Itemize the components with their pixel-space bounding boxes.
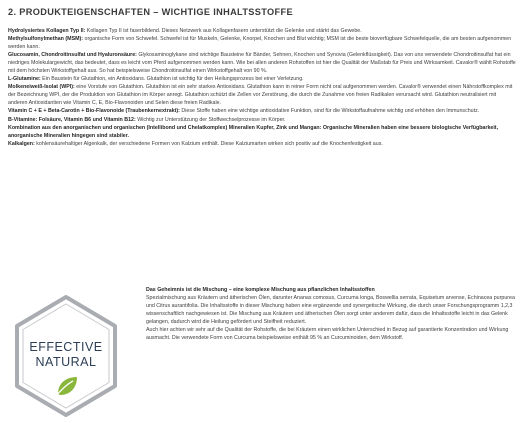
badge-text-natural: NATURAL [35,355,97,369]
ingredient-collagen [8,27,516,35]
herbal-mix-paragraph-1: Spezialmischung aus Kräutern und ätherischen Ölen, darunter Ananas comosus, Curcuma longa, Boswellia serrata, Equisetum arvense, Echinacea purpurea und Citrus aurantifolia. Die Inhaltsstoffe in dieser Mischung haben eine ergänzende und synergetische Wirkung, die durch unser Forschungsprogramm 1,2,3 wissenschaftlich nachgewiesen ist. Die Mischung aus Kräutern und ätherischen Ölen sorgt unter anderem dafür, dass die Inhaltsstoffe leicht in das Gelenk gelangen, dadurch wird die Heilung gefördert und Steifheit reduziert. [146,295,515,326]
ingredient-msm [8,35,516,51]
ingredient-minerals [8,124,516,140]
ingredient-text: Ein Baustein für Glutathion, ein Antioxidans. Glutathion ist wichtig für den Heilungsprozess bei einer Verletzung. [40,76,304,83]
ingredient-glucosamine [8,51,516,75]
ingredient-name: Hydrolysiertes Kollagen Typ II: [8,28,86,34]
ingredient-b-vitamins [8,116,516,124]
ingredient-text: kohlensäurehaltiger Algenkalk, der verschiedene Formen von Kalzium enthält. Diese Kalziumarten wirken sich positiv auf die Knochenfestigkeit aus. [34,140,383,147]
section-title: 2. PRODUKTEIGENSCHAFTEN – WICHTIGE INHALTSSTOFFE [8,7,293,17]
leaf-icon [52,374,80,398]
ingredients-list [8,27,516,148]
herbal-mix-heading: Das Geheimnis ist die Mischung – eine komplexe Mischung aus pflanzlichen Inhaltsstoffen [146,287,375,293]
ingredient-text: Glykosaminoglykane sind wichtige Bausteine für Bänder, Sehnen, Knochen und Synovia (Gelenkflüssigkeit). Das von uns verwendete Chondroitinsulfat hat ein niedriges Molekulargewicht, das bedeutet, dass es leicht vom Pferd aufgenommen werden kann. Wie bei allen anderen Rohstoffen ist hier die Qualität der Maßstab für Preis und Wirksamkeit. Cavalor® wählt Rohstoffe mit dem höchsten Wirkstoffgehalt aus. So hat beispielsweise Chondroitinsulfat einen Wirkstoffgehalt von 90 %. [8,52,516,75]
herbal-mix-section [146,286,516,342]
ingredient-name: Vitamin C + E + Beta-Carotin + Bio-Flavonoide (Traubenkernextrakt): [8,108,180,115]
ingredient-name: Kombination aus den anorganischen und organischen (Intellibond und Chelatkomplex) Mineralien Kupfer, Zink und Mangan: Organische Mineralien haben eine bessere biologische Verfügbarkeit, anorganische Mineralien hingegen sind stabiler. [8,124,499,139]
ingredient-name: Glucosamin, Chondroitinsulfat und Hyaluronsäure: [8,52,137,59]
ingredient-name: Molkeneiweiß-Isolat (WPI): [8,84,75,91]
ingredient-vitamins-antioxidants [8,107,516,115]
ingredient-name: L-Glutamine: [8,76,41,83]
ingredient-name: B-Vitamine: Folsäure, Vitamin B6 und Vitamin B12: [8,116,136,123]
effective-natural-badge [12,293,120,419]
ingredient-text: Kollagen Typ II ist faserbildend. Dieses Netzwerk aus Kollagenfasern unterstützt die Gelenke und stärkt das Gewebe. [85,28,362,34]
ingredient-name: Methylsulfonylmethan (MSM): [8,36,84,43]
badge-text-effective: EFFECTIVE [29,340,103,354]
ingredient-text: organische Form von Schwefel. Schwefel ist für Muskeln, Gelenke, Knorpel, Knochen und Blut wichtig; MSM ist die beste bioverfügbare Schwefelquelle, die am besten aufgenommen werden kann. [8,36,512,51]
ingredient-text: Wichtig zur Unterstützung der Stoffwechselprozesse im Körper. [135,116,286,123]
ingredient-calcified-algae [8,140,516,148]
herbal-mix-paragraph-2: Auch hier achten wir sehr auf die Qualität der Rohstoffe, die bei Kräutern einen wirklichen Unterschied in Bezug auf garantierte Konzentration und Wirkung ausmacht. Die verwendete Form von Curcuma beispielsweise enthält 95 % an Curcuminoiden, dem Wirkstoff. [146,327,509,342]
ingredient-whey [8,83,516,107]
ingredient-text: Diese Stoffe haben eine wichtige antioxidative Funktion, sind für die Wirkstoffaufnahme wichtig und erhöhen den Immunschutz. [179,108,480,115]
ingredient-name: Kalkalgen: [8,140,35,147]
ingredient-glutamine [8,75,516,83]
ingredient-text: eine Vorstufe von Glutathion. Glutathion ist ein sehr starkes Antioxidans. Glutathion kann in reiner Form nicht oral aufgenommen werden. Cavalor® verwendet einen Nährstoffkomplex mit der Bezeichnung WPI, der die Produktion von Glutathion im Körper anregt. Glutathion schützt die Zellen vor Zerstörung, die durch die Zunahme von freien Radikalen verursacht wird. Glutathion neutralisiert mit anderen Antioxidantien wie Vitamin C, E, Bio-Flavonoiden und Selen diese freien Radikale. [8,84,513,107]
